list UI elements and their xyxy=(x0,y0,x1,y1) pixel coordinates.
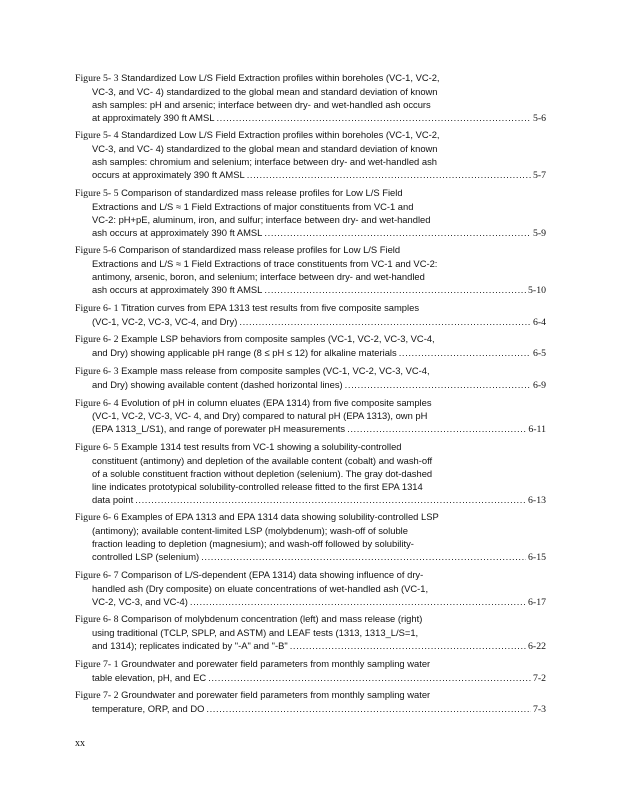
figure-label: Figure 6- 2 xyxy=(75,334,119,346)
page-number: 6-4 xyxy=(532,316,546,328)
dot-leader xyxy=(239,316,531,329)
figure-label: Figure 5-6 xyxy=(75,245,117,257)
toc-entry[interactable] xyxy=(75,302,546,330)
figure-label: Figure 6- 7 xyxy=(75,569,119,581)
entry-text: Extractions and L/S ≈ 1 Field Extractions of trace constituents from VC-1 and VC-2: xyxy=(92,258,438,270)
dot-leader xyxy=(208,672,531,685)
entry-last-line xyxy=(92,703,546,717)
toc-entry[interactable] xyxy=(75,511,546,565)
entry-text: constituent (antimony) and depletion of the available content (cobalt) and wash-off xyxy=(92,454,433,466)
entry-text: Comparison of standardized mass release profiles for Low L/S Field xyxy=(121,186,403,198)
entry-text: of a soluble constituent fraction without depletion (selenium). The gray dot-dashed xyxy=(92,467,433,479)
entry-text: (EPA 1313_L/S1), and range of porewater pH measurements xyxy=(92,423,346,435)
entry-text: ash samples: pH and arsenic; interface between dry- and wet-handled ash occurs xyxy=(92,98,431,110)
entry-last-line xyxy=(92,284,546,298)
toc-entry[interactable] xyxy=(75,569,546,610)
entry-text: (antimony); available content-limited LSP (molybdenum); wash-off of soluble xyxy=(92,525,408,537)
page-number: 5-7 xyxy=(532,170,546,182)
entry-text: ash occurs at approximately 390 ft AMSL xyxy=(92,226,263,238)
page-number-footer: xx xyxy=(75,738,85,749)
toc-entry[interactable] xyxy=(75,365,546,393)
entry-last-line xyxy=(92,672,546,686)
page-number: 5-9 xyxy=(532,227,546,239)
entry-last-line xyxy=(92,379,546,393)
figure-label: Figure 6- 4 xyxy=(75,397,119,409)
figure-label: Figure 7- 2 xyxy=(75,690,119,702)
entry-text: Example mass release from composite samples (VC-1, VC-2, VC-3, VC-4, xyxy=(121,364,430,376)
page-number: 6-9 xyxy=(532,379,546,391)
entry-text: and Dry) showing applicable pH range (8 ≤ pH ≤ 12) for alkaline materials xyxy=(92,347,397,359)
dot-leader xyxy=(190,596,526,609)
entry-text: data point xyxy=(92,493,134,505)
entry-last-line xyxy=(92,551,546,565)
entry-text: fraction leading to depletion (magnesium); and wash-off followed by solubility- xyxy=(92,538,414,550)
toc-entry[interactable] xyxy=(75,333,546,361)
toc-entry[interactable] xyxy=(75,72,546,126)
entry-text: and 1314); replicates indicated by "-A" and "-B" xyxy=(92,640,288,652)
page-number: 6-13 xyxy=(528,494,546,506)
dot-leader xyxy=(264,284,526,297)
entry-text: Standardized Low L/S Field Extraction profiles within boreholes (VC-1, VC-2, xyxy=(121,72,440,83)
figure-label: Figure 6- 8 xyxy=(75,614,119,626)
figure-label: Figure 5- 3 xyxy=(75,73,119,84)
toc-entry[interactable] xyxy=(75,244,546,298)
page-number: 6-11 xyxy=(528,424,546,436)
entry-text: handled ash (Dry composite) on eluate concentrations of wet-handled ash (VC-1, xyxy=(92,582,429,594)
page-number: 7-3 xyxy=(532,704,546,716)
entry-text: Examples of EPA 1313 and EPA 1314 data showing solubility-controlled LSP xyxy=(121,511,439,523)
figure-label: Figure 5- 5 xyxy=(75,187,119,199)
dot-leader xyxy=(206,703,531,716)
entry-text: Example 1314 test results from VC-1 showing a solubility-controlled xyxy=(121,441,402,453)
toc-entry[interactable] xyxy=(75,441,546,508)
page-number: 6-15 xyxy=(528,552,546,564)
entry-text: Comparison of standardized mass release profiles for Low L/S Field xyxy=(118,244,401,256)
figure-label: Figure 6- 3 xyxy=(75,365,119,377)
entry-last-line xyxy=(92,347,546,361)
toc-entry[interactable] xyxy=(75,187,546,241)
dot-leader xyxy=(345,379,531,392)
page-number: 7-2 xyxy=(532,672,546,684)
entry-last-line xyxy=(92,640,546,654)
figure-label: Figure 5- 4 xyxy=(75,130,119,142)
entry-text: Titration curves from EPA 1313 test results from five composite samples xyxy=(120,301,420,313)
entry-last-line xyxy=(92,112,546,126)
entry-text: Comparison of molybdenum concentration (left) and mass release (right) xyxy=(121,613,423,625)
entry-text: occurs at approximately 390 ft AMSL xyxy=(92,169,245,181)
page-number: 6-17 xyxy=(528,596,546,608)
toc-entry[interactable] xyxy=(75,613,546,654)
entry-last-line xyxy=(92,596,546,610)
dot-leader xyxy=(201,551,526,564)
entry-text: Comparison of L/S-dependent (EPA 1314) data showing influence of dry- xyxy=(121,568,424,580)
entry-text: ash samples: chromium and selenium; interface between dry- and wet-handled ash xyxy=(92,156,437,168)
entry-text: table elevation, pH, and EC xyxy=(92,671,207,683)
dot-leader xyxy=(247,169,531,182)
figure-label: Figure 6- 5 xyxy=(75,442,119,454)
entry-text: controlled LSP (selenium) xyxy=(92,551,200,563)
dot-leader xyxy=(216,112,530,125)
entry-text: VC-2, VC-3, and VC-4) xyxy=(92,595,188,607)
entry-text: Extractions and L/S ≈ 1 Field Extractions of major constituents from VC-1 and xyxy=(92,200,414,212)
entry-last-line xyxy=(92,494,546,508)
toc-entry[interactable] xyxy=(75,397,546,438)
toc-entry[interactable] xyxy=(75,129,546,183)
page-number: 6-5 xyxy=(532,348,546,360)
toc-entry[interactable] xyxy=(75,658,546,686)
entry-last-line xyxy=(92,423,546,437)
figure-label: Figure 6- 6 xyxy=(75,512,119,524)
page-number: 5-6 xyxy=(532,112,546,124)
dot-leader xyxy=(290,640,526,653)
figure-label: Figure 6- 1 xyxy=(75,302,119,314)
dot-leader xyxy=(347,423,526,436)
entry-text: Evolution of pH in column eluates (EPA 1314) from five composite samples xyxy=(121,396,432,408)
dot-leader xyxy=(264,227,531,240)
entry-text: at approximately 390 ft AMSL xyxy=(92,111,215,123)
page-number: 5-10 xyxy=(528,284,546,296)
entry-text: VC-3, and VC- 4) standardized to the global mean and standard deviation of known xyxy=(92,143,438,155)
entry-text: (VC-1, VC-2, VC-3, VC-4, and Dry) xyxy=(92,315,238,327)
dot-leader xyxy=(135,494,526,507)
entry-last-line xyxy=(92,316,546,330)
list-of-figures xyxy=(0,72,618,721)
entry-text: line indicates prototypical solubility-controlled release fitted to the first EPA 1314 xyxy=(92,480,423,492)
entry-text: VC-3, and VC- 4) standardized to the global mean and standard deviation of known xyxy=(92,85,438,97)
entry-last-line xyxy=(92,227,546,241)
entry-text: Example LSP behaviors from composite samples (VC-1, VC-2, VC-3, VC-4, xyxy=(121,333,435,345)
entry-text: Groundwater and porewater field parameters from monthly sampling water xyxy=(121,689,431,701)
entry-text: Standardized Low L/S Field Extraction profiles within boreholes (VC-1, VC-2, xyxy=(121,129,440,141)
entry-last-line xyxy=(92,169,546,183)
toc-entry[interactable] xyxy=(75,689,546,717)
entry-text: and Dry) showing available content (dashed horizontal lines) xyxy=(92,378,343,390)
entry-text: Groundwater and porewater field parameters from monthly sampling water xyxy=(121,657,431,669)
dot-leader xyxy=(399,347,531,360)
entry-text: using traditional (TCLP, SPLP, and ASTM) and LEAF tests (1313, 1313_L/S=1, xyxy=(92,627,419,639)
entry-text: VC-2: pH+pE, aluminum, iron, and sulfur; interface between dry- and wet-handled xyxy=(92,213,431,225)
page-number: 6-22 xyxy=(528,641,546,653)
entry-text: (VC-1, VC-2, VC-3, VC- 4, and Dry) compared to natural pH (EPA 1313), own pH xyxy=(92,410,428,422)
figure-label: Figure 7- 1 xyxy=(75,658,119,670)
entry-text: ash occurs at approximately 390 ft AMSL xyxy=(92,283,263,295)
entry-text: antimony, arsenic, boron, and selenium; interface between dry- and wet-handled xyxy=(92,271,425,283)
entry-text: temperature, ORP, and DO xyxy=(92,703,205,715)
